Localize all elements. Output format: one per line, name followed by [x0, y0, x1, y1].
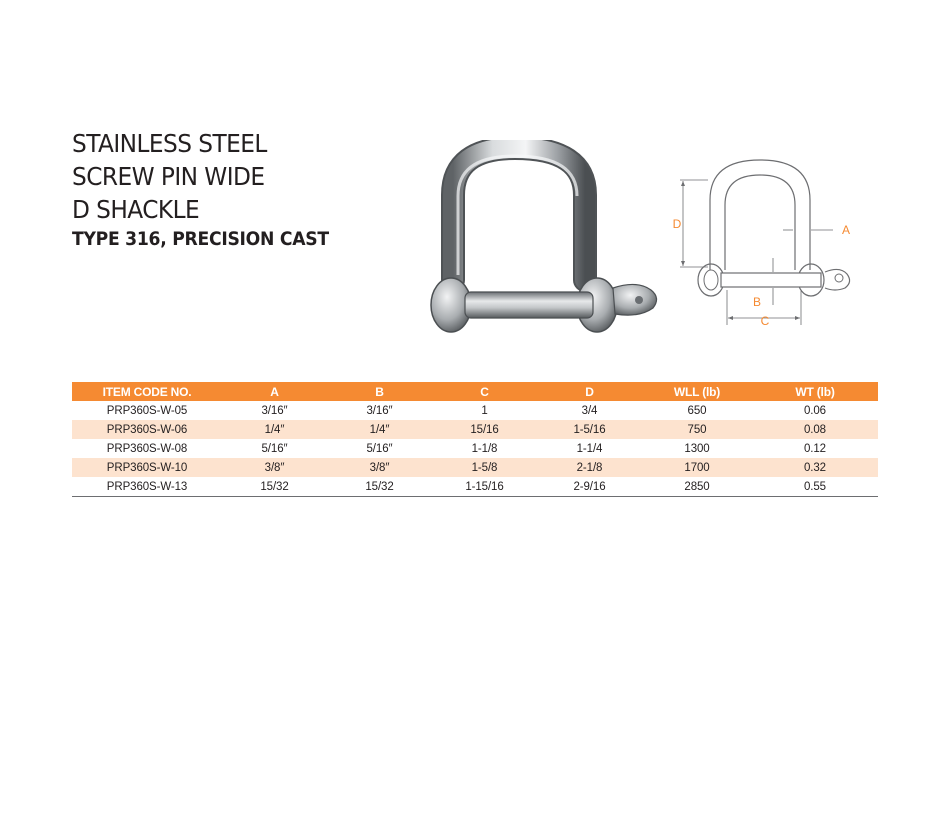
cell-wll: 750 [687, 423, 707, 436]
cell-wt: 0.12 [804, 442, 826, 455]
cell-wll: 650 [687, 404, 707, 417]
cell-a: 15/32 [222, 477, 327, 497]
header-wll: WLL (lb) [673, 384, 721, 399]
cell-wt: 0.32 [804, 461, 826, 474]
cell-a: 3/8″ [264, 461, 285, 474]
product-title-line-2: SCREW PIN WIDE [72, 162, 265, 191]
product-title-line-1: STAINLESS STEEL [72, 129, 267, 158]
cell-item-code: PRP360S-W-10 [106, 461, 188, 474]
cell-wll: 1300 [684, 442, 710, 455]
cell-item-code: PRP360S-W-08 [106, 442, 188, 455]
cell-c: 1-1/8 [471, 442, 498, 455]
dimension-label-c: C [760, 314, 770, 328]
cell-c: 1-5/8 [471, 461, 498, 474]
cell-c: 15/16 [470, 423, 499, 436]
cell-item-code: PRP360S-W-06 [106, 423, 188, 436]
title-block [72, 127, 402, 252]
cell-b: 3/16″ [366, 404, 393, 417]
cell-b: 5/16″ [366, 442, 393, 455]
cell-c: 1 [481, 404, 488, 417]
header-a: A [270, 384, 279, 399]
cell-wll: 1700 [684, 461, 710, 474]
cell-c: 1-15/16 [432, 477, 537, 497]
cell-d: 2-9/16 [537, 477, 642, 497]
table-header-row [72, 382, 878, 401]
header-c: C [480, 384, 489, 399]
table-row [72, 477, 878, 497]
dimension-diagram [665, 150, 865, 335]
cell-wt: 0.55 [752, 477, 878, 497]
cell-b: 1/4″ [369, 423, 390, 436]
header-wt: WT (lb) [795, 384, 835, 399]
cell-wt: 0.06 [804, 404, 826, 417]
table-row [72, 420, 878, 439]
cell-a: 1/4″ [264, 423, 285, 436]
product-title-line-3: D SHACKLE [72, 195, 200, 224]
dimension-label-d: D [672, 217, 682, 231]
cell-a: 5/16″ [261, 442, 288, 455]
cell-a: 3/16″ [261, 404, 288, 417]
cell-wll: 2850 [642, 477, 752, 497]
table-row [72, 401, 878, 420]
cell-d: 2-1/8 [576, 461, 603, 474]
spec-table [72, 382, 878, 497]
dimension-label-b: B [752, 295, 762, 309]
cell-wt: 0.08 [804, 423, 826, 436]
cell-item-code: PRP360S-W-05 [106, 404, 188, 417]
cell-d: 1-1/4 [576, 442, 603, 455]
shackle-photo [425, 140, 670, 340]
table-row [72, 458, 878, 477]
cell-b: 3/8″ [369, 461, 390, 474]
product-subtitle: TYPE 316, PRECISION CAST [72, 229, 329, 250]
cell-d: 3/4 [581, 404, 598, 417]
dimension-label-a: A [841, 223, 851, 237]
cell-d: 1-5/16 [573, 423, 606, 436]
table-row [72, 439, 878, 458]
cell-b: 15/32 [327, 477, 432, 497]
cell-item-code: PRP360S-W-13 [72, 477, 222, 497]
header-b: B [375, 384, 384, 399]
header-d: D [585, 384, 594, 399]
header-item-code: ITEM CODE NO. [102, 384, 192, 399]
